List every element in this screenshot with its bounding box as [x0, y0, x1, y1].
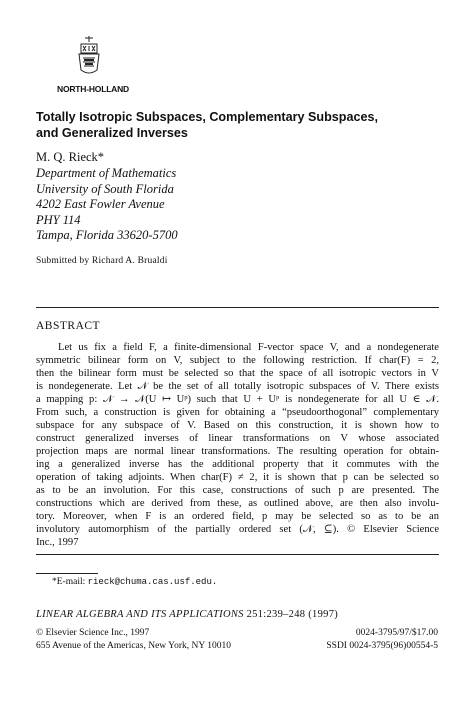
publisher-name: NORTH-HOLLAND	[57, 84, 129, 94]
abstract-line: a mapping p: 𝒩 → 𝒩(U ↦ Uᵖ) such that U + Uᵖ is nondegenerate for all U ∈ 𝒩.	[36, 394, 439, 405]
abstract-line: then the bilinear form must be selected so that the space of all isotropic vectors in V	[36, 368, 439, 379]
affiliation-line: University of South Florida	[36, 181, 174, 196]
abstract-line: ing a generalized inverse has the additional property that it commutes with the	[36, 459, 439, 470]
affiliation-line: Department of Mathematics	[36, 166, 177, 180]
abstract-line: symmetric bilinear form on V, subject to the following restriction. If char(F) = 2,	[36, 355, 439, 366]
journal-citation	[36, 609, 338, 620]
publisher-address: 655 Avenue of the Americas, New York, NY 10010	[36, 641, 231, 651]
abstract-body	[36, 341, 439, 549]
article-identifiers	[326, 627, 438, 653]
abstract-line: operation of taking adjoints. When char(F) ≠ 2, it is shown that p can be selected so	[36, 472, 439, 483]
divider	[36, 554, 439, 555]
volume-pages: 251:239–248 (1997)	[243, 609, 339, 620]
title-line: Totally Isotropic Subspaces, Complementary Subspaces,	[36, 110, 378, 124]
author-email: rieck@chuma.cas.usf.edu.	[87, 577, 218, 587]
publisher-info	[36, 627, 231, 653]
abstract-line: constructions which are derived from these, as outlined above, are then also involu-	[36, 498, 439, 509]
footnote-label: *E-mail:	[52, 577, 88, 587]
divider	[36, 307, 439, 308]
author-affiliation	[36, 166, 178, 244]
issn: 0024-3795/97/$17.00	[355, 628, 438, 638]
affiliation-line: 4202 East Fowler Avenue	[36, 197, 165, 211]
abstract-line: is nondegenerate. Let 𝒩 be the set of all totally isotropic subspaces of V. There exists	[36, 381, 439, 392]
footnote	[52, 577, 217, 587]
north-holland-logo	[74, 34, 104, 78]
author-name: M. Q. Rieck*	[36, 150, 105, 164]
abstract-line: Let us fix a field F, a finite-dimensional F-vector space V, and a nondegenerate	[58, 342, 439, 353]
copyright: © Elsevier Science Inc., 1997	[36, 628, 150, 638]
journal-name: LINEAR ALGEBRA AND ITS APPLICATIONS	[36, 609, 244, 620]
abstract-line: subspace for any subspace of V. Based on this construction, it is shown how to	[36, 420, 439, 431]
abstract-line: tory. Moreover, when F is an ordered field, p may be selected so as to be an	[36, 511, 439, 522]
abstract-line: construct generalized inverses of linear transformations on V whose associated	[36, 433, 439, 444]
footnote-rule	[36, 573, 98, 574]
affiliation-line: PHY 114	[36, 212, 81, 227]
abstract-line: From such, a construction is given for obtaining a “pseudoorthogonal” complementary	[36, 407, 439, 418]
affiliation-line: Tampa, Florida 33620-5700	[36, 228, 178, 242]
abstract-line: projection maps are normal linear transformations. The resulting operation for obtain-	[36, 446, 439, 457]
abstract-line: as to be an involution. For this case, constructions of such p are presented. The	[36, 485, 439, 496]
title-line: and Generalized Inverses	[36, 126, 188, 140]
abstract-line: Inc., 1997	[36, 537, 79, 548]
paper-title	[36, 109, 446, 141]
submitted-by: Submitted by Richard A. Brualdi	[36, 256, 168, 266]
abstract-heading: ABSTRACT	[36, 320, 101, 332]
abstract-line: involutory automorphism of the partially ordered set (𝒩, ⊆). © Elsevier Science	[36, 524, 439, 535]
ssdi: SSDI 0024-3795(96)00554-5	[326, 641, 438, 651]
